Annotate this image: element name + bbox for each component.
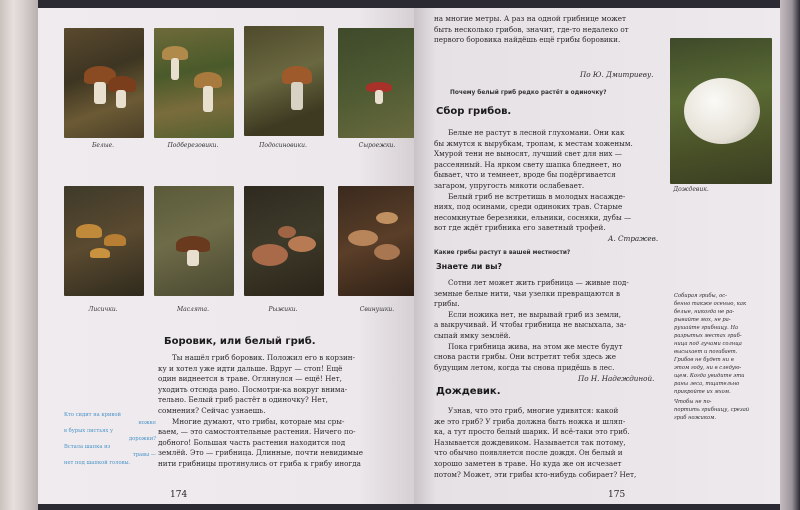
question-1: Почему белый гриб редко растёт в одиночку? bbox=[450, 90, 607, 96]
photo-chanterelle bbox=[64, 186, 144, 296]
section-title-porcini: Боровик, или белый гриб. bbox=[164, 336, 316, 347]
photo-caption: Свинушки. bbox=[359, 306, 395, 313]
porcini-text: Ты нашёл гриб боровик. Положил его в корзин- ку и хотел уже идти дальше. Вдруг — стоп! Ещё один виднеется в траве. Оглянулся — ещё! Нет, уходить отсюда рано. Посмотри-ка вокруг внима- тельно. Белый гриб растёт в одиночку? Нет, сомнения? Сейчас узнаешь. Многие думают, что грибы, которые мы сры- ваем, — это самостоятельные растения. Ничего по- добного! Большая часть растения находится под землёй. Это — грибница. Длинные, почти невидимые нити грибницы протянулись от гриба к грибу иногда bbox=[158, 353, 363, 468]
photo-slippery-jack bbox=[154, 186, 234, 296]
knife-sidenote: Чтобы не по- портить грибницу, срезай гриб ножиком. bbox=[674, 399, 750, 421]
photo-caption: Маслята. bbox=[176, 306, 210, 313]
page-number: 174 bbox=[170, 490, 188, 500]
author-strazhev: А. Стражев. bbox=[608, 234, 659, 243]
left-page bbox=[38, 8, 414, 504]
riddle-sidenote: Кто сидит на кривой ножке в бурых листьях у дорожки? Встала шапка из травы — нет под шапкой головы. bbox=[64, 412, 156, 466]
photo-caption-puffball: Дождевик. bbox=[673, 186, 709, 193]
section-title-puffball: Дождевик. bbox=[436, 386, 501, 397]
puffball-text: Узнав, что это гриб, многие удивятся: какой же это гриб? У гриба должна быть ножка и шляп- ка, а тут просто белый шарик. И всё-таки это гриб. Называется дождевиком. Называется так потому, что обычно появляется после дождя. Он белый и хорошо заметен в траве. Но куда же он исчезает потом? Может, эти грибы кто-нибудь собирает? Нет, bbox=[434, 406, 637, 479]
photo-brown-rollrim bbox=[338, 186, 414, 296]
author-dmitriev: По Ю. Дмитриеву. bbox=[580, 70, 654, 79]
page-number: 175 bbox=[608, 490, 626, 500]
gathering-text: Белые не растут в лесной глухомани. Они как бы жмутся к вырубкам, тропам, к местам хоженым. Хмурой тени не выносят, лучший свет для них — рассеянный. На ярком свету шапка бледнеет, но бывает, что и темнеет, вроде бы подёргивается загаром, упругость мякоти ослабевает. Белый гриб не встретишь в молодых насажде- ниях, под осинами, среди одиноких трав. Старые несомкнутые березняки, ельники, сосняки, дубы — вот где ждёт грибника его заветный трофей. bbox=[434, 128, 633, 233]
photo-aspen-bolete bbox=[244, 26, 324, 136]
intro-text: на многие метры. А раз на одной грибнице может быть несколько грибов, значит, где-то недалеко от первого боровика найдёшь ещё грибы боровики. bbox=[434, 14, 629, 45]
right-page bbox=[414, 8, 780, 504]
photo-saffron-milk-cap bbox=[244, 186, 324, 296]
photo-caption: Подберезовики. bbox=[167, 142, 219, 149]
photo-boletus bbox=[64, 28, 144, 138]
question-2: Какие грибы растут в вашей местности? bbox=[434, 250, 571, 256]
photo-birch-bolete bbox=[154, 28, 234, 138]
gathering-sidenote: Собирая грибы, ос- бенно также осенью, как белые, никогда не ра- рывайте мох, не ра- рушайте грибницу. На разрытых местах гриб- ница под лучами солнца высыхает и погибает. Грибов не будет ни в этом году, ни в следую- щем. Когда увидите эти раны леса, тщательно прикройте их мхом. bbox=[674, 293, 747, 395]
photo-caption: Рыжики. bbox=[268, 306, 298, 313]
book-edge-left bbox=[0, 0, 38, 510]
photo-russula bbox=[338, 28, 414, 138]
did-you-know-text: Сотни лет может жить грибница — живые под- земные белые нити, чьи узелки превращаются в грибы. Если ножика нет, не вырывай гриб из земли, а выкручивай. И чтобы грибница не высыхала, за- сыпай ямку землёй. Пока грибница жива, на этом же месте будут снова расти грибы. Они встретят тебя здесь же будущим летом, когда ты снова придёшь в лес. bbox=[434, 278, 629, 372]
photo-caption: Подосиновики. bbox=[259, 142, 307, 149]
section-title-gathering: Сбор грибов. bbox=[436, 106, 512, 117]
photo-caption: Лисички. bbox=[88, 306, 118, 313]
section-title-did-you-know: Знаете ли вы? bbox=[436, 262, 503, 271]
photo-puffball bbox=[670, 38, 772, 184]
photo-caption: Белые. bbox=[91, 142, 115, 149]
author-nadezhdina: По Н. Надеждиной. bbox=[578, 374, 655, 383]
book-edge-right bbox=[780, 0, 800, 510]
photo-caption: Сыроежки. bbox=[358, 142, 396, 149]
